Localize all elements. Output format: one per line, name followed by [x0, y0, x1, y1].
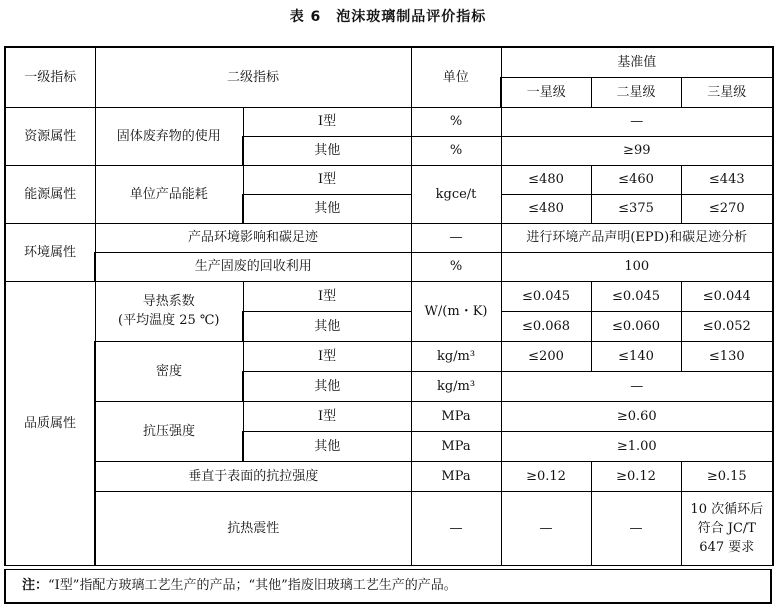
thermal-indicator-line1: 导热系数: [142, 294, 195, 309]
resource-value-2: ≥99: [501, 136, 773, 165]
resource-other: 其他: [243, 136, 411, 165]
table-title: 表 6 泡沫玻璃制品评价指标: [289, 9, 487, 25]
shock-indicator: 抗热震性: [95, 491, 411, 565]
energy-value-2-star3: ≤270: [681, 194, 773, 223]
header-star1: 一星级: [501, 77, 591, 107]
thermal-other: 其他: [243, 311, 411, 341]
header-star3: 三星级: [681, 77, 773, 107]
resource-type1: Ⅰ型: [243, 107, 411, 136]
resource-unit-1: %: [411, 107, 501, 136]
evaluation-table: [4, 46, 774, 566]
resource-unit-2: %: [411, 136, 501, 165]
header-star2: 二星级: [591, 77, 681, 107]
thermal-value-2-star1: ≤0.068: [501, 311, 591, 341]
thermal-value-1-star3: ≤0.044: [681, 281, 773, 311]
energy-value-1-star1: ≤480: [501, 165, 591, 194]
density-other: 其他: [243, 371, 411, 401]
resource-indicator: 固体废弃物的使用: [95, 107, 243, 165]
shock-star3-line3: 647 要求: [699, 539, 755, 555]
shock-star3-line1: 10 次循环后: [690, 501, 764, 517]
environment-value-2: 100: [501, 252, 773, 281]
energy-value-2-star1: ≤480: [501, 194, 591, 223]
density-unit-1: kg/m³: [411, 341, 501, 371]
shock-star3-line2: 符合 JC/T: [697, 520, 756, 536]
energy-value-2-star2: ≤375: [591, 194, 681, 223]
note-label: 注：: [22, 578, 49, 593]
environment-indicator-1: 产品环境影响和碳足迹: [95, 223, 411, 252]
tensile-unit: MPa: [411, 461, 501, 491]
quality-category: 品质属性: [5, 281, 95, 565]
compressive-indicator: 抗压强度: [95, 401, 243, 461]
tensile-value-star3: ≥0.15: [681, 461, 773, 491]
environment-indicator-2: 生产固废的回收利用: [95, 252, 411, 281]
tensile-value-star1: ≥0.12: [501, 461, 591, 491]
environment-category: 环境属性: [5, 223, 95, 281]
environment-unit-2: %: [411, 252, 501, 281]
density-value-1-star3: ≤130: [681, 341, 773, 371]
thermal-indicator-line2: (平均温度 25 ℃): [118, 313, 220, 328]
shock-value-star3: [681, 491, 773, 565]
tensile-value-star2: ≥0.12: [591, 461, 681, 491]
density-value-2: —: [501, 371, 773, 401]
energy-other: 其他: [243, 194, 411, 223]
thermal-value-2-star2: ≤0.060: [591, 311, 681, 341]
header-unit: 单位: [411, 47, 501, 107]
header-level1: 一级指标: [5, 47, 95, 107]
compressive-other: 其他: [243, 431, 411, 461]
thermal-value-1-star2: ≤0.045: [591, 281, 681, 311]
header-baseline: 基准值: [501, 47, 773, 77]
density-type1: Ⅰ型: [243, 341, 411, 371]
environment-value-1: 进行环境产品声明(EPD)和碳足迹分析: [501, 223, 773, 252]
environment-unit-1: —: [411, 223, 501, 252]
energy-category: 能源属性: [5, 165, 95, 223]
resource-category: 资源属性: [5, 107, 95, 165]
compressive-unit-1: MPa: [411, 401, 501, 431]
shock-value-star1: —: [501, 491, 591, 565]
compressive-unit-2: MPa: [411, 431, 501, 461]
shock-value-star2: —: [591, 491, 681, 565]
thermal-unit: W/(m・K): [411, 281, 501, 341]
density-indicator: 密度: [95, 341, 243, 401]
thermal-indicator: [95, 281, 243, 341]
density-unit-2: kg/m³: [411, 371, 501, 401]
compressive-value-1: ≥0.60: [501, 401, 773, 431]
energy-value-1-star3: ≤443: [681, 165, 773, 194]
energy-unit: kgce/t: [411, 165, 501, 223]
density-value-1-star2: ≤140: [591, 341, 681, 371]
compressive-type1: Ⅰ型: [243, 401, 411, 431]
energy-value-1-star2: ≤460: [591, 165, 681, 194]
thermal-value-2-star3: ≤0.052: [681, 311, 773, 341]
shock-unit: —: [411, 491, 501, 565]
resource-value-1: —: [501, 107, 773, 136]
compressive-value-2: ≥1.00: [501, 431, 773, 461]
energy-indicator: 单位产品能耗: [95, 165, 243, 223]
table-note: [4, 569, 772, 604]
header-level2: 二级指标: [95, 47, 411, 107]
tensile-indicator: 垂直于表面的抗拉强度: [95, 461, 411, 491]
thermal-value-1-star1: ≤0.045: [501, 281, 591, 311]
note-text: “Ⅰ型”指配方玻璃工艺生产的产品；“其他”指废旧玻璃工艺生产的产品。: [48, 578, 457, 593]
density-value-1-star1: ≤200: [501, 341, 591, 371]
energy-type1: Ⅰ型: [243, 165, 411, 194]
thermal-type1: Ⅰ型: [243, 281, 411, 311]
